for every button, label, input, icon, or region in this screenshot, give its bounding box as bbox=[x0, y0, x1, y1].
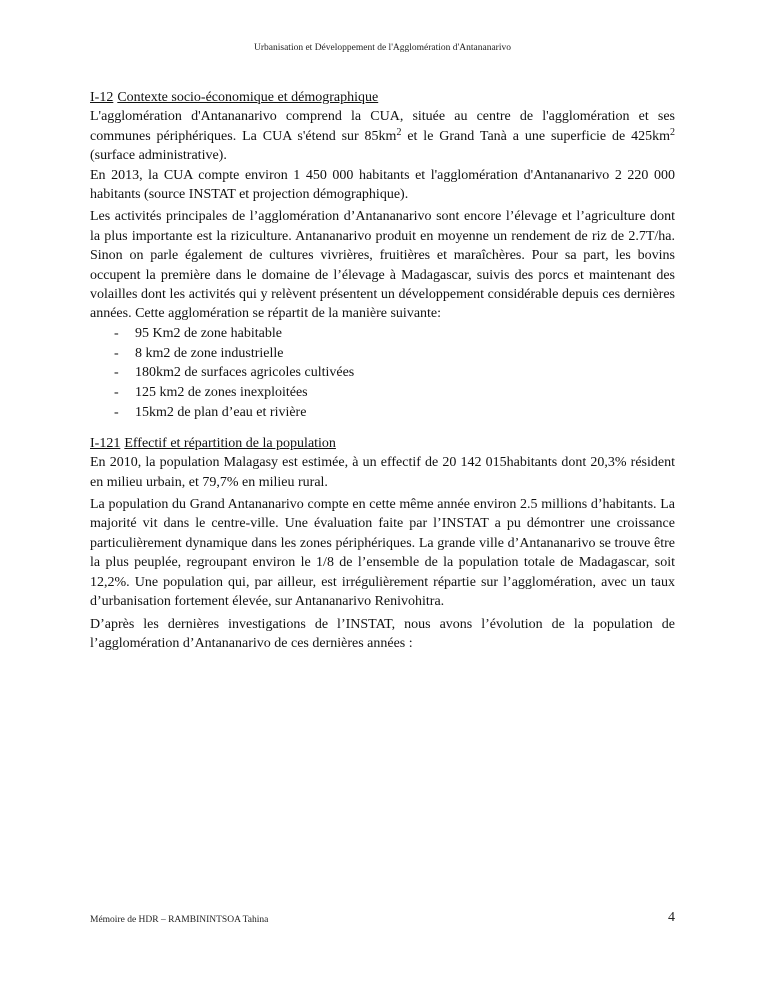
section-heading-effectif bbox=[90, 434, 675, 453]
running-header: Urbanisation et Développement de l'Agglomération d'Antananarivo bbox=[254, 43, 511, 53]
list-item-text: 8 km2 de zone industrielle bbox=[135, 345, 284, 361]
surface-breakdown-list bbox=[90, 324, 675, 423]
bullet-dash: - bbox=[114, 325, 119, 341]
paragraph-population-2010: En 2010, la population Malagasy est estimée, à un effectif de 20 142 015habitants dont 20,3% résident en milieu urbain, et 79,7% en milieu rural. bbox=[90, 455, 675, 490]
section-title: Contexte socio-économique et démographique bbox=[117, 90, 379, 105]
bullet-dash: - bbox=[114, 405, 119, 421]
paragraph-grand-antananarivo: La population du Grand Antananarivo compte en cette même année environ 2.5 millions d’habitants. La majorité vit dans le centre-ville. Une évaluation faite par l’INSTAT a pu démontrer une croissance particulièrement dynamique dans les zones périphériques. La grande ville d’Antananarivo se trouve être la plus peuplée, regroupant environ le 1/8 de l’ensemble de la population totale de Madagascar, soit 12,2%. Une population qui, par ailleur, est irrégulièrement répartie sur l’agglomération, avec un taux d’urbanisation fortement élevée, sur Antananarivo Renivohitra. bbox=[90, 497, 675, 610]
superscript: 2 bbox=[670, 126, 675, 138]
page-content bbox=[90, 88, 675, 653]
list-item-text: 15km2 de plan d’eau et rivière bbox=[135, 405, 307, 421]
section-number: I-12 bbox=[90, 90, 114, 105]
text-run: et le Grand Tanà a une superficie de 425km bbox=[401, 128, 670, 144]
bullet-dash: - bbox=[114, 345, 119, 361]
section-number: I-121 bbox=[90, 435, 121, 451]
list-item-text: 125 km2 de zones inexploitées bbox=[135, 385, 308, 401]
text-run: (surface administrative). bbox=[90, 148, 227, 164]
paragraph-cua-surface bbox=[90, 107, 675, 165]
list-item bbox=[114, 383, 675, 403]
footer-author: Mémoire de HDR – RAMBININTSOA Tahina bbox=[90, 915, 269, 925]
list-item bbox=[114, 403, 675, 423]
text-run: L'agglomération d'Antananarivo comprend la CUA, située au centre de l'agglomération et ses communes périphériques. La CUA s'étend sur 85km bbox=[90, 109, 675, 144]
page-number: 4 bbox=[668, 910, 675, 925]
paragraph-population-2013: En 2013, la CUA compte environ 1 450 000 habitants et l'agglomération d'Antananarivo 2 220 000 habitants (source INSTAT et projection démographique). bbox=[90, 167, 675, 203]
list-item bbox=[114, 363, 675, 383]
superscript: 2 bbox=[396, 126, 402, 138]
list-item-text: 95 Km2 de zone habitable bbox=[135, 325, 282, 341]
section-title: Effectif et répartition de la population bbox=[124, 435, 336, 451]
paragraph-instat-evolution: D’après les dernières investigations de l’INSTAT, nous avons l’évolution de la population de l’agglomération d’Antananarivo de ces dernières années : bbox=[90, 616, 675, 651]
paragraph-activites: Les activités principales de l’agglomération d’Antananarivo sont encore l’élevage et l’agriculture dont la plus importante est la riziculture. Antananarivo produit en moyenne un rendement de riz de 2.7T/ha. Sinon on parle également de cultures vivrières, fruitières et maraîchères. Pour sa part, les bovins occupent la première dans le domaine de l’élevage à Madagascar, suivis des porcs et maintenant des volailles dont les activités qui y relèvent présentent un développement considérable depuis ces dernières années. Cette agglomération se répartit de la manière suivante: bbox=[90, 209, 675, 322]
bullet-dash: - bbox=[114, 365, 119, 381]
list-item-text: 180km2 de surfaces agricoles cultivées bbox=[135, 365, 355, 381]
list-item bbox=[114, 344, 675, 364]
bullet-dash: - bbox=[114, 385, 119, 401]
list-item bbox=[114, 324, 675, 344]
section-heading-contexte bbox=[90, 88, 675, 107]
